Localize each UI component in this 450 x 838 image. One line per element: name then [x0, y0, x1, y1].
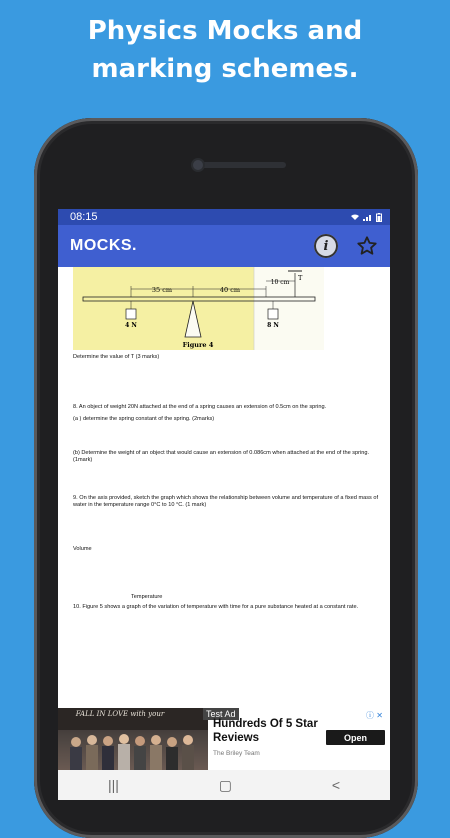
figure-tension: T	[298, 274, 303, 282]
figure-weight-right: 8 N	[267, 322, 279, 329]
signal-icon	[363, 213, 373, 221]
lever-diagram	[73, 267, 324, 350]
back-icon[interactable]: <	[331, 777, 341, 793]
ad-image-text: FALL IN LOVE with your	[75, 710, 165, 718]
status-time: 08:15	[70, 211, 98, 223]
doc-q8: 8. An object of weight 20N attached at the end of a spring causes an extension of 0.5cm on the spring.	[73, 404, 327, 410]
ad-banner[interactable]	[58, 708, 390, 770]
doc-q10: 10. Figure 5 shows a graph of the variation of temperature with time for a pure substance heated at a constant rate.	[73, 604, 359, 610]
ad-open-button[interactable]: Open	[326, 730, 385, 745]
star-icon	[356, 235, 378, 257]
phone-speaker	[194, 162, 286, 168]
ad-image[interactable]	[58, 708, 208, 770]
phone-camera	[193, 160, 203, 170]
doc-axis-volume: Volume	[73, 546, 92, 552]
doc-q7-tail: Determine the value of T (3 marks)	[73, 354, 160, 360]
battery-icon	[376, 213, 382, 222]
phone-screen	[58, 209, 390, 800]
app-bar-actions	[314, 233, 380, 259]
ad-choices-icon[interactable]: ⓘ ✕	[366, 711, 383, 720]
info-button[interactable]	[314, 234, 338, 258]
doc-q8a: (a ) determine the spring constant of the spring. (2marks)	[73, 416, 215, 422]
promo-headline-line2: marking schemes.	[91, 54, 359, 84]
promo-headline-line1: Physics Mocks and	[87, 16, 363, 46]
document-viewer[interactable]	[58, 267, 390, 708]
figure-label-right: 40 cm	[219, 286, 241, 294]
app-bar	[58, 225, 390, 267]
figure-caption: Figure 4	[182, 341, 214, 349]
recents-icon[interactable]: |||	[107, 777, 119, 793]
home-icon[interactable]: ▢	[218, 776, 232, 793]
ad-advertiser: The Briley Team	[213, 750, 260, 757]
promo-headline	[0, 12, 450, 88]
doc-axis-temperature: Temperature	[131, 594, 163, 600]
ad-title[interactable]: Hundreds Of 5 Star Reviews	[213, 718, 318, 744]
figure-label-top: 10 cm	[270, 279, 290, 286]
status-bar	[58, 209, 390, 225]
doc-q8b: (b) Determine the weight of an object that would cause an extension of 0.086cm when attached at the end of the spring. (1mark)	[73, 450, 370, 463]
wifi-icon	[350, 213, 360, 221]
favorite-button[interactable]	[354, 233, 380, 259]
doc-q9: 9. On the axis provided, sketch the graph which shows the relationship between volume and temperature of a fixed mass of water in the temperature range 0°C to 10 °C. (1 mark)	[73, 495, 379, 508]
ad-tag: Test Ad	[203, 708, 239, 720]
figure-4	[73, 267, 324, 350]
status-icons	[350, 213, 382, 222]
system-nav-bar	[58, 770, 390, 800]
figure-weight-left: 4 N	[125, 322, 137, 329]
figure-label-left: 35 cm	[151, 286, 173, 294]
info-icon: i	[323, 238, 329, 254]
ad-photo	[58, 708, 208, 770]
app-title: MOCKS.	[70, 237, 137, 254]
